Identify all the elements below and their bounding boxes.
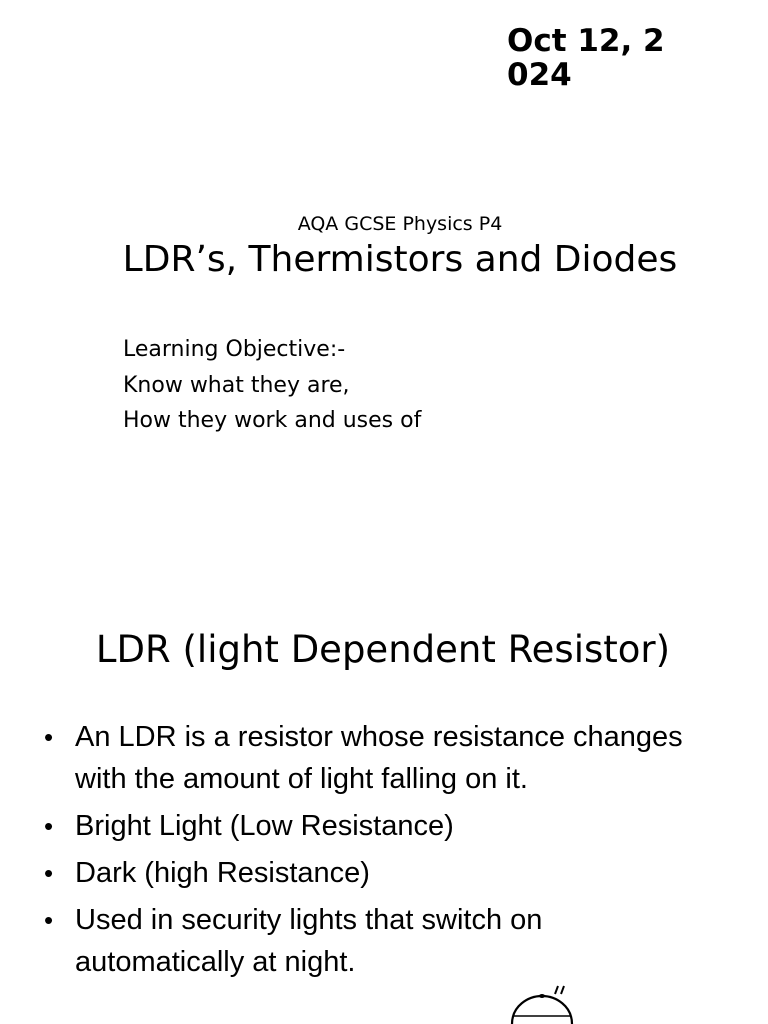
bullet-text: Used in security lights that switch on — [75, 904, 543, 936]
security-light-icon — [500, 980, 590, 1024]
learning-objectives — [123, 332, 421, 439]
date-line-2: 024 — [507, 57, 572, 93]
objective-line: How they work and uses of — [123, 408, 422, 433]
objective-line: Learning Objective:- — [123, 337, 346, 362]
course-subtitle: AQA GCSE Physics P4 — [297, 213, 503, 235]
list-item — [0, 899, 768, 983]
bullet-text: with the amount of light falling on it. — [75, 763, 528, 795]
bullet-text: Dark (high Resistance) — [75, 857, 370, 889]
objective-line: Know what they are, — [123, 372, 350, 398]
bullet-text: Bright Light (Low Resistance) — [75, 810, 454, 842]
list-item — [0, 805, 768, 847]
bullet-icon: • — [44, 811, 54, 841]
bullet-text: automatically at night. — [75, 946, 356, 978]
list-item — [0, 716, 768, 800]
bullet-icon: • — [44, 722, 54, 752]
bullet-icon: • — [44, 905, 54, 935]
list-item — [0, 852, 768, 894]
ldr-heading: LDR (light Dependent Resistor) — [95, 628, 671, 671]
slide-date — [507, 24, 707, 92]
slide-title-text: LDR’s, Thermistors and Diodes — [122, 239, 678, 280]
bullet-icon: • — [44, 858, 54, 888]
date-line-1: Oct 12, 2 — [507, 23, 665, 59]
bullet-text: An LDR is a resistor whose resistance changes — [75, 721, 683, 753]
ldr-bullet-list — [0, 716, 768, 988]
